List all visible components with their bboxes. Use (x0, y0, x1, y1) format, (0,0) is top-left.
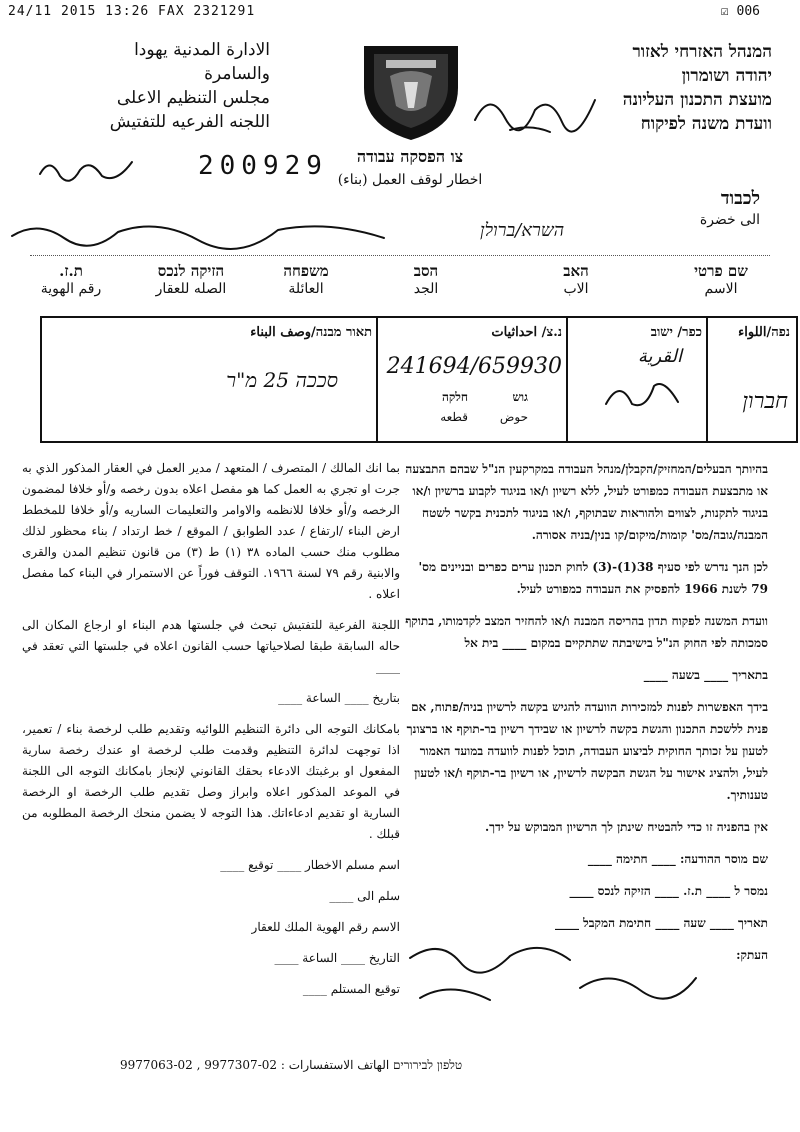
district-label: נפה/اللواء (738, 325, 790, 340)
document-title-hebrew: צו הפסקה עבודה (356, 147, 464, 166)
field-label-ar: الصله للعقار (155, 281, 227, 297)
cell-village (566, 318, 708, 441)
to-label-arabic: الى خضرة (699, 212, 760, 228)
field-grandfather (386, 262, 466, 297)
helka-label-ar: قطعه (440, 410, 468, 424)
hebrew-body (398, 458, 768, 976)
field-label-he: האב (563, 262, 589, 280)
field-label-he: הזיקה לנכס (157, 262, 225, 280)
ar-paragraph: التاريخ ____ الساعة ____ (274, 951, 400, 965)
helka-label: חלקה (441, 390, 468, 404)
coords-label: נ.צ/ احداثيات (491, 325, 562, 340)
ar-paragraph: الاسم رقم الهوية الملك للعقار (251, 920, 400, 934)
heb-paragraph: וועדת המשנה לפקוח תדון בהריסה המבנה ו/או להחזיר המצב לקדמותו, בתוקף סמכותה לפי החוק הנ"ל בישיבתה שתתקיים במקום ____ בית אל (405, 614, 768, 650)
heb-paragraph: אין בהפניה זו כדי להבטיח שינתן לך הרשיון המבוקש על ידך. (484, 820, 768, 834)
ar-header-line: مجلس التنظيم الاعلى (116, 88, 270, 108)
village-handwriting (602, 374, 682, 414)
to-label-hebrew: לכבוד (720, 188, 760, 209)
gush-label-ar: حوض (499, 410, 528, 424)
heb-paragraph: שם מוסר ההודעה: ____ חתימה ____ (587, 852, 768, 866)
field-label-ar: الاب (563, 281, 589, 297)
heb-paragraph: תאריך ____ שעה ____ חתימת המקבל ____ (554, 916, 768, 930)
ar-paragraph: اللجنة الفرعية للتفتيش تبحث في جلستها هدم البناء او ارجاع المكان الى حاله السابقة طبقا لصلاحياتها حسب القانون اعلاه في جلستها التي تعقد في ____ (22, 618, 400, 674)
arabic-authority-header (40, 38, 270, 134)
handwritten-recipient: השרא/ברולן (480, 220, 565, 241)
village-value: القرية (637, 346, 682, 367)
field-label-ar: العائلة (288, 281, 324, 297)
heb-paragraph: נמסר ל ____ ת.ז. ____ הזיקה לנכס ____ (569, 884, 768, 898)
cell-building-description (46, 318, 378, 441)
document-title-arabic: اخطار لوقف العمل (بناء) (337, 172, 483, 188)
handwritten-signatures (400, 928, 700, 1008)
coords-value: 241694/659930 (386, 354, 562, 379)
heb-paragraph: בהיותך הבעלים/המחזיק/הקבלן/מנהל העבודה במקרקעין הנ"ל שבהם התבצעה או מתבצעת העבודה כמפורט לעיל, ללא רשיון ו/או בניגוד לקבוע ברשיון ו/או בניגוד לתקנות, לצווים ולהוראות שבתוקף, ו/או בניגוד לתכנית בקשר לשטח המבנה/גובה/מס' קומות/מיקום/קו בנין/בניה אסורה. (405, 462, 768, 542)
cell-coordinates (376, 318, 568, 441)
page-number-value: 006 (736, 4, 760, 19)
ar-paragraph: بتاريخ ____ الساعة ____ (278, 691, 400, 705)
ar-paragraph: اسم مسلم الاخطار ____ توقيع ____ (220, 858, 400, 872)
cell-district (706, 318, 796, 441)
field-label-ar: الجد (413, 281, 439, 297)
fax-header: 24/11 2015 13:26 FAX 2321291 (8, 4, 256, 19)
official-emblem (356, 42, 466, 142)
heb-header-line: מועצת התכנון העליונה (622, 90, 772, 110)
field-label-he: ת.ז. (59, 262, 83, 280)
building-label: תאור מבנה/وصف البناء (250, 325, 372, 340)
handwritten-signature (36, 152, 136, 192)
personal-fields-row (30, 262, 766, 314)
page-number: ☑ 006 (720, 4, 760, 19)
heb-paragraph: בידך האפשרות לפנות למזכירות הוועדה להגיש בקשה לרשיון בניה/פתוח, אם פנית ללשכת התכנון והגשת בקשה לרשיון או שבידך רשיון בר-תוקף או ברצונך לטעון על זכותך החוקית לביצוע העבודה, תוכל לפנות לוועדה במועד האמור לעיל, ולהציג אישור על הגשת הבקשה לרשיון, או רשיון בר-תוקף ו/או לטעון טענותיך. (406, 700, 768, 802)
phone-line: טלפון לבירורים الهاتف الاستفسارات : 02-9977307 , 02-9977063 (120, 1058, 463, 1072)
field-label-he: משפחה (283, 262, 329, 280)
field-relation-to-property (136, 262, 246, 297)
location-box (40, 316, 798, 443)
field-label-ar: رقم الهوية (40, 281, 102, 297)
village-label: כפר/ ישוב (650, 325, 702, 340)
ar-header-line: اللجنه الفرعيه للتفتيش (109, 112, 270, 132)
separator-line (30, 255, 770, 256)
field-family (266, 262, 346, 297)
ar-paragraph: بما انك المالك / المتصرف / المتعهد / مدير العمل في العقار المذكور الذي به جرت او تجري به العمل كما هو مفصل اعلاه بدون رخصه و/أو خلافا لمضمون الرخصه و/أو خلافا للانظمه والاوامر والتعليمات الساريه و/أو خلافا للمخطط ارض البناء /ارتفاع / عدد الطوابق / الموقع / خط ارتداد / بناء محظور لذلك مطلوب منك حسب الماده ٣٨ (١) ط (٣) من قانون تنظيم المدن والقرى والابنية رقم ٧٩ لسنة ١٩٦٦. التوقف فوراً عن الاستمرار في البناء كما مفصل اعلاه . (22, 461, 401, 601)
file-number: 200929 (198, 151, 328, 181)
heb-paragraph: העתק: (736, 948, 768, 962)
gush-label: גוש (512, 390, 528, 404)
heb-header-line: יהודה ושומרון (681, 66, 772, 86)
district-value: חברון (742, 389, 788, 414)
handwritten-name-arabic (8, 212, 388, 252)
ar-paragraph: توقيع المستلم ____ (302, 982, 400, 996)
field-first-name (676, 262, 766, 297)
ar-header-line: والسامرة (204, 64, 270, 84)
field-label-he: הסב (413, 262, 439, 280)
heb-paragraph: בתאריך ____ בשעה ____ (643, 668, 768, 682)
field-id-number (26, 262, 116, 297)
ar-paragraph: سلم الى ____ (329, 889, 400, 903)
heb-header-line: המנהל האזרחי לאזור (632, 42, 772, 62)
field-label-he: שם פרטי (694, 262, 748, 280)
ar-paragraph: بامكانك التوجه الى دائرة التنظيم اللوائيه وتقديم طلب لرخصة بناء / تعمير، اذا توجهت لدائرة التنظيم وقدمت طلب لرخصة او عندك رخصة سارية المفعول او برغبتك الادعاء بحقك القانوني لإنجاز بامكانك التوجه الى اللجنة في الموعد المذكور اعلاه وابراز وصل تقديم طلب الرخصة او الرخصة السارية او تقديم ادعاءاتك. هذا التوجه لا يضمن منحك الرخصة المطلوبه من قبلك . (22, 722, 400, 841)
field-label-ar: الاسم (704, 281, 738, 297)
arabic-body (22, 458, 400, 1010)
ar-header-line: الادارة المدنية يهودا (134, 40, 270, 60)
handwritten-note (470, 80, 600, 140)
heb-header-line: וועדת משנה לפיקוח (640, 114, 772, 134)
heb-paragraph: לכן הנך נדרש לפי סעיף 38(1)-(3) לחוק תכנון ערים כפרים ובניינים מס' 79 לשנת 1966 להפסיק את העבודה כמפורט לעיל. (418, 560, 768, 596)
field-father (536, 262, 616, 297)
building-value: סככה 25 מ"ר (226, 368, 338, 392)
